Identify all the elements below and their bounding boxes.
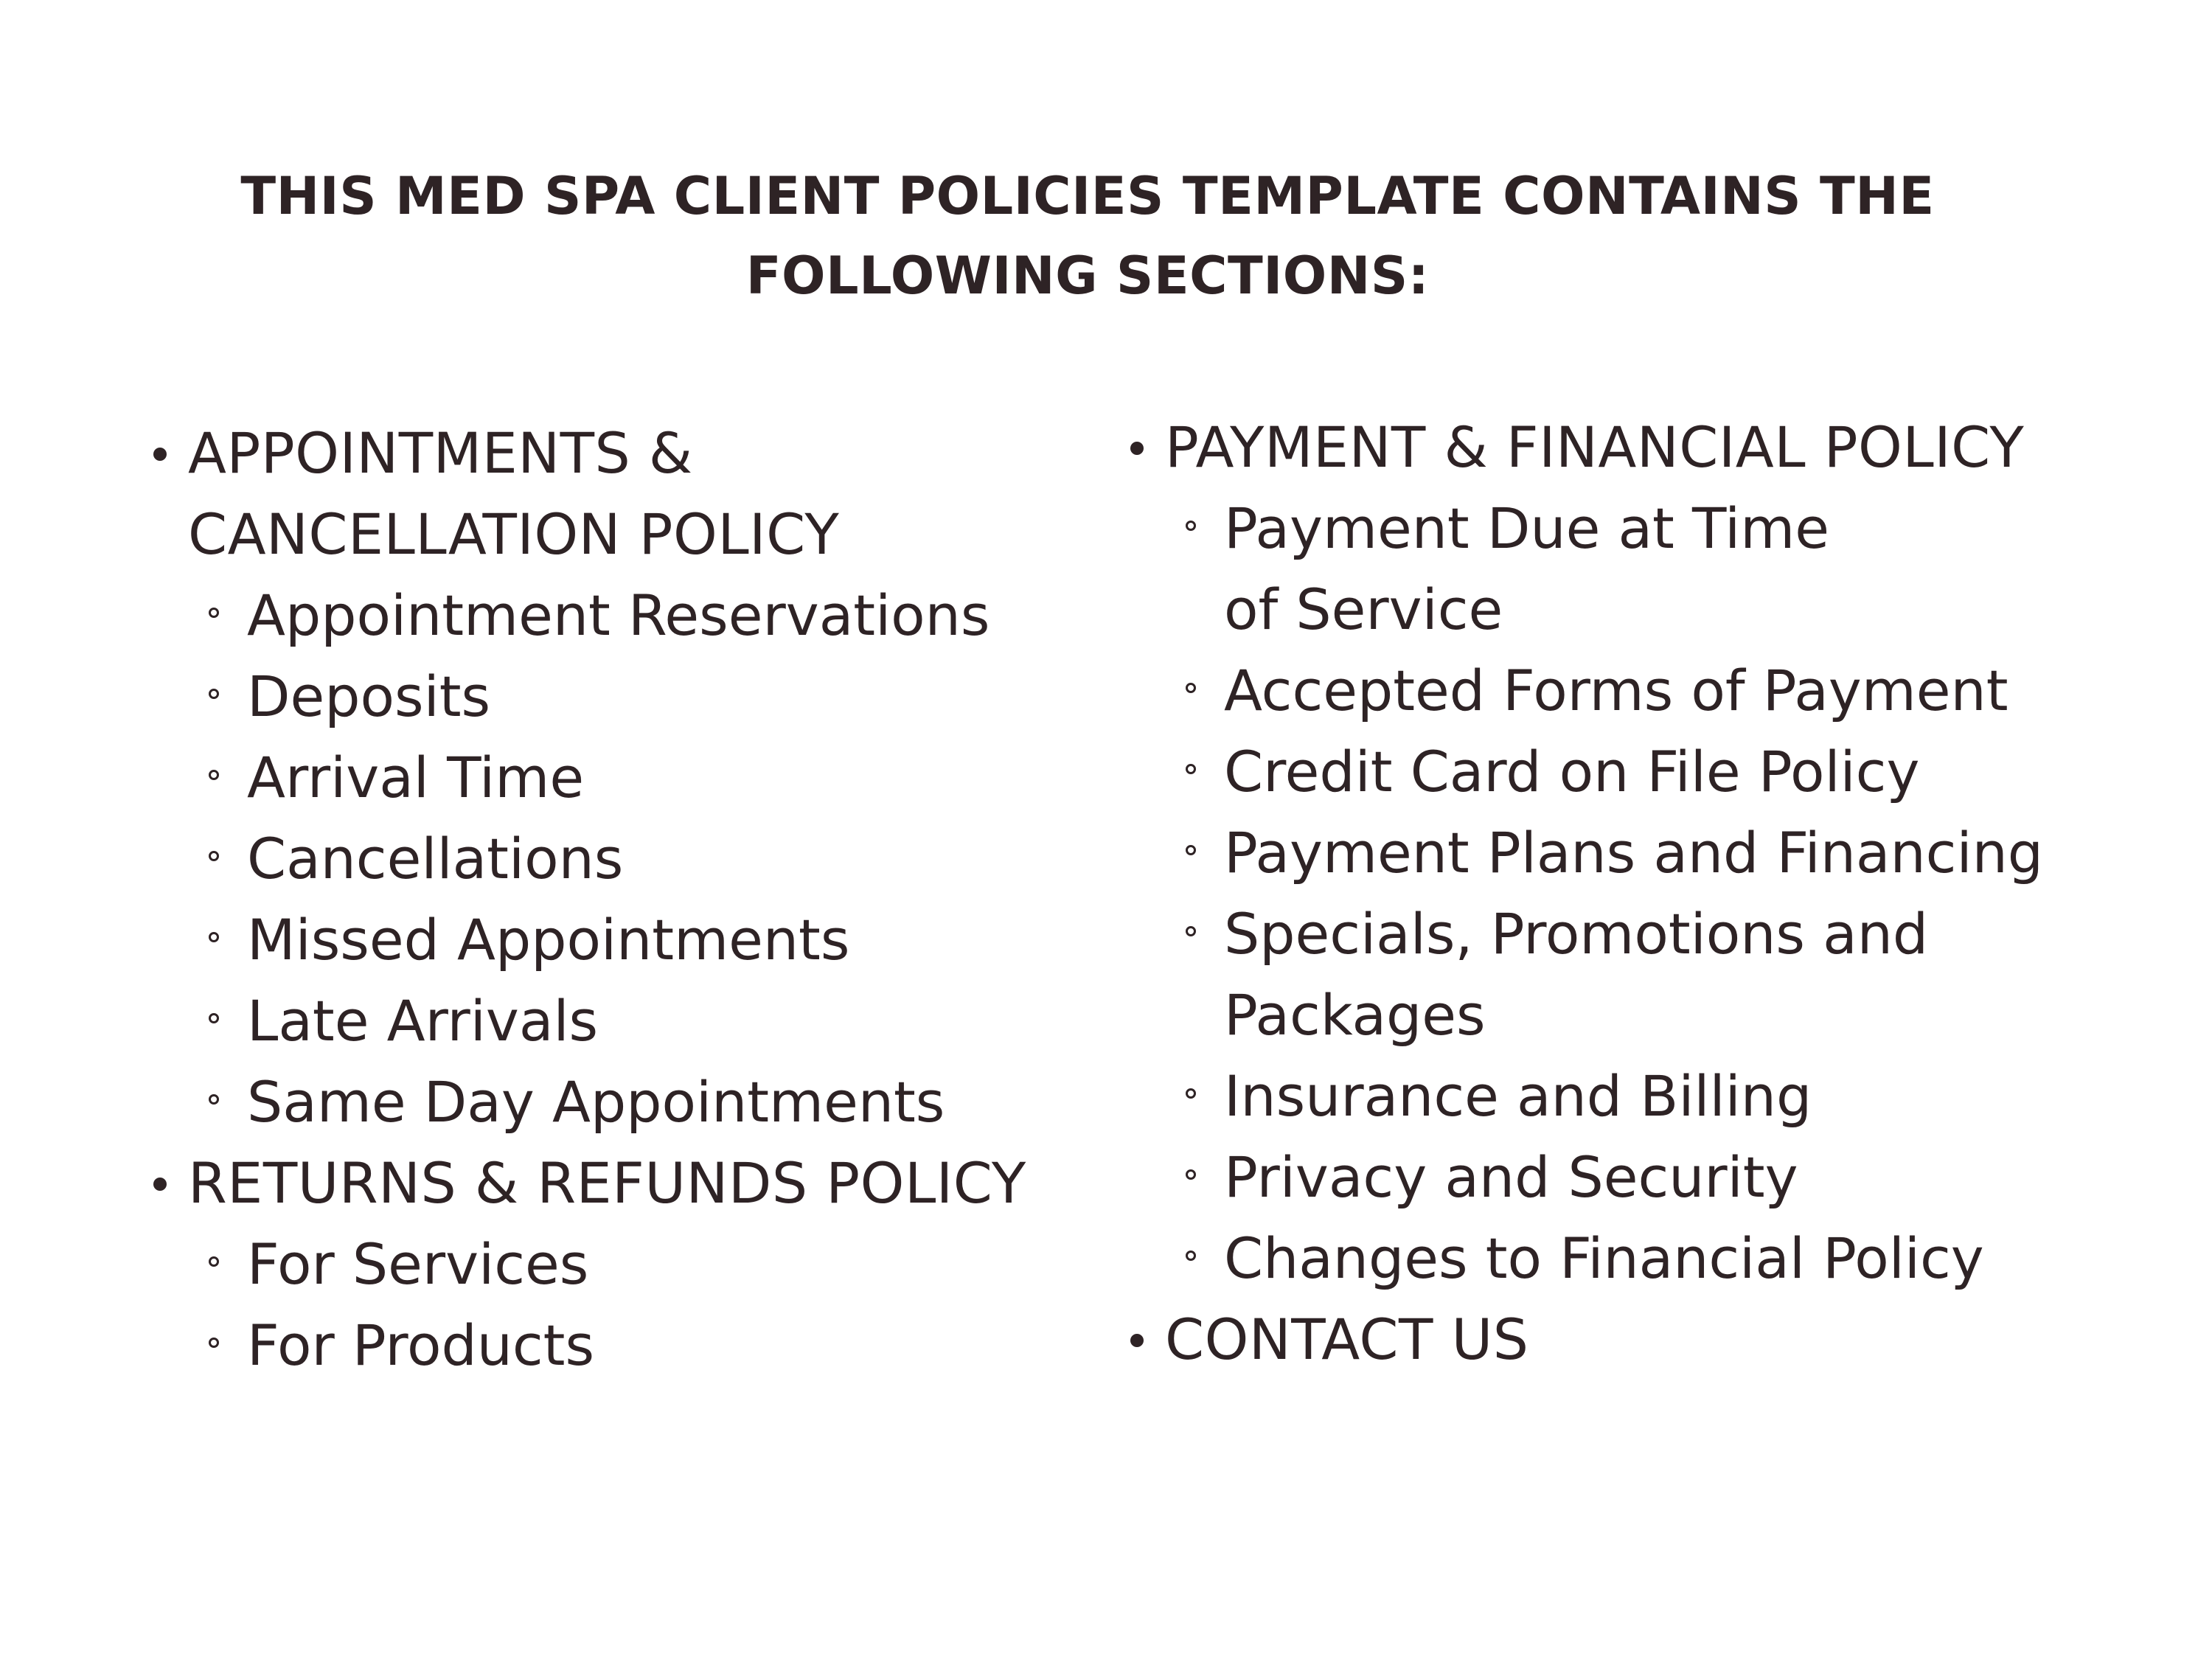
list-item-label: Credit Card on File Policy [1224, 739, 1920, 804]
circle-bullet-icon [1186, 1088, 1196, 1099]
circle-bullet-icon [1186, 521, 1196, 531]
sublist [147, 575, 1077, 1143]
section-title: RETURNS & REFUNDS POLICY [188, 1150, 1026, 1216]
list-item-label: Cancellations [247, 826, 624, 891]
list-item-label: For Products [247, 1312, 595, 1378]
circle-bullet-icon [1186, 926, 1196, 936]
heading-line-1: THIS MED SPA CLIENT POLICIES TEMPLATE CONTAINS THE [240, 166, 1935, 226]
list-item-label: Deposits [247, 664, 491, 729]
sublist [147, 1224, 1077, 1386]
section-appointments-cancellation [147, 413, 1077, 1143]
section-contact-us [1124, 1299, 2061, 1380]
list-item [1124, 1137, 2061, 1218]
circle-bullet-icon [209, 1094, 219, 1105]
list-item-label: Insurance and Billing [1224, 1063, 1812, 1129]
circle-bullet-icon [1186, 845, 1196, 855]
section-title: CONTACT US [1165, 1307, 1529, 1372]
list-item-label: Appointment Reservations [247, 582, 990, 648]
circle-bullet-icon [209, 1256, 219, 1267]
page-heading [184, 156, 1991, 316]
left-column-list [147, 413, 1077, 1386]
sublist [1124, 488, 2061, 1299]
list-item [147, 818, 1077, 900]
circle-bullet-icon [1186, 764, 1196, 774]
list-item [147, 900, 1077, 981]
section-title: PAYMENT & FINANCIAL POLICY [1165, 414, 2025, 480]
list-item-label: For Services [247, 1231, 589, 1297]
list-item [1124, 731, 2061, 813]
list-item-label: Missed Appointments [247, 907, 850, 973]
section-title: APPOINTMENTS & CANCELLATION POLICY [188, 420, 840, 567]
heading-line-2: FOLLOWING SECTIONS: [745, 246, 1430, 306]
circle-bullet-icon [209, 1013, 219, 1023]
list-item [147, 656, 1077, 737]
circle-bullet-icon [1186, 1169, 1196, 1180]
bullet-icon [1130, 1334, 1144, 1347]
circle-bullet-icon [209, 1338, 219, 1348]
bullet-icon [153, 448, 167, 461]
list-item-label: Payment Due at Time of Service [1224, 495, 1830, 642]
circle-bullet-icon [209, 851, 219, 861]
bullet-icon [1130, 442, 1144, 455]
list-item [1124, 813, 2061, 894]
list-item [147, 981, 1077, 1062]
list-item-label: Same Day Appointments [247, 1069, 945, 1135]
list-item-label: Arrival Time [247, 745, 585, 810]
list-item-label: Late Arrivals [247, 988, 599, 1054]
list-item-label: Privacy and Security [1224, 1144, 1798, 1210]
section-returns-refunds [147, 1143, 1077, 1386]
list-item [147, 1305, 1077, 1386]
circle-bullet-icon [1186, 683, 1196, 693]
list-item [1124, 1218, 2061, 1299]
circle-bullet-icon [209, 608, 219, 618]
circle-bullet-icon [209, 932, 219, 942]
circle-bullet-icon [1186, 1251, 1196, 1261]
list-item-label: Accepted Forms of Payment [1224, 658, 2008, 723]
list-item [147, 1062, 1077, 1143]
list-item [1124, 894, 1961, 1056]
list-item [147, 575, 1077, 656]
circle-bullet-icon [209, 689, 219, 699]
list-item-label: Payment Plans and Financing [1224, 820, 2043, 886]
list-item [1124, 650, 2061, 731]
list-item [147, 737, 1077, 818]
right-column-list [1124, 407, 2061, 1380]
list-item-label: Specials, Promotions and Packages [1224, 901, 1929, 1048]
circle-bullet-icon [209, 770, 219, 780]
list-item [1124, 488, 1888, 650]
bullet-icon [153, 1178, 167, 1191]
list-item-label: Changes to Financial Policy [1224, 1225, 1984, 1291]
list-item [1124, 1056, 2061, 1137]
section-payment-financial [1124, 407, 2061, 1299]
list-item [147, 1224, 1077, 1305]
